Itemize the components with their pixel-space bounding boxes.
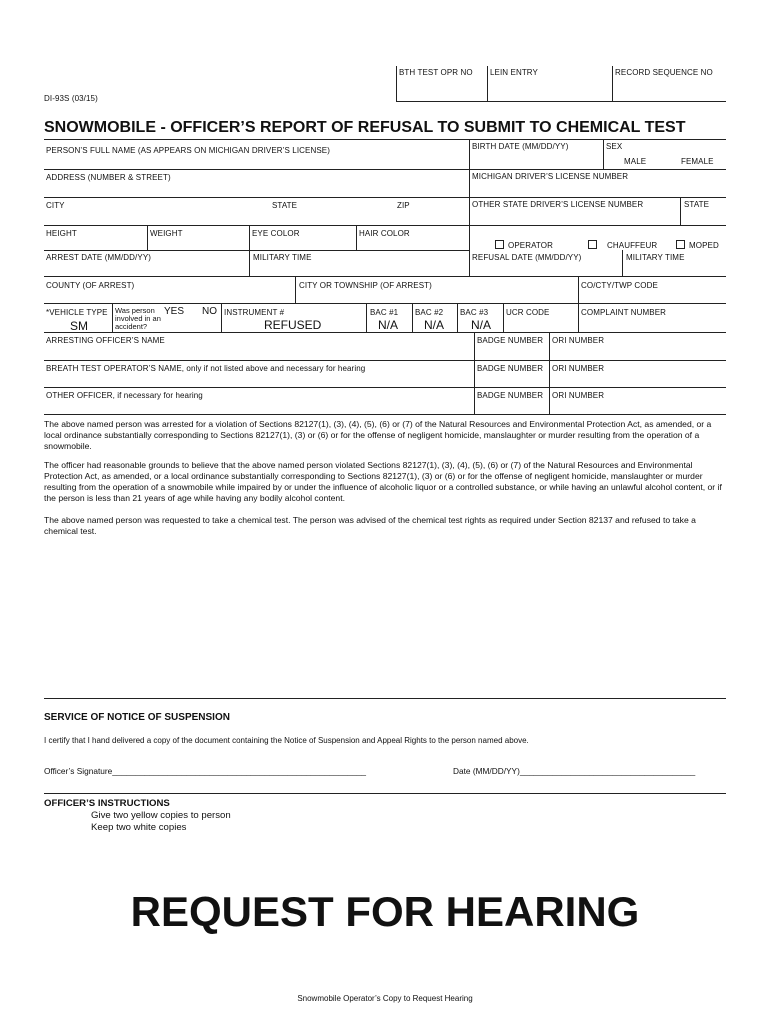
refusal-date-label: REFUSAL DATE (MM/DD/YY) — [472, 253, 582, 262]
badge-number-1-label: BADGE NUMBER — [477, 336, 544, 345]
badge-number-2-label: BADGE NUMBER — [477, 364, 544, 373]
co-cty-twp-label: CO/CTY/TWP CODE — [581, 281, 658, 290]
record-sequence-no-label: RECORD SEQUENCE NO — [615, 68, 713, 77]
weight-label: WEIGHT — [150, 229, 183, 238]
paragraph-refusal: The above named person was requested to take a chemical test. The person was advised of the chemical test rights as required under Section 82137 and refused to take a chemical test. — [44, 515, 696, 536]
address-label: ADDRESS (NUMBER & STREET) — [46, 173, 171, 182]
arrest-date-label: ARREST DATE (MM/DD/YY) — [46, 253, 152, 262]
badge-number-3-label: BADGE NUMBER — [477, 391, 544, 400]
moped-checkbox[interactable] — [676, 240, 685, 249]
form-id: DI-93S (03/15) — [44, 94, 98, 103]
male-label: MALE — [624, 157, 647, 166]
section-divider — [44, 793, 726, 794]
instruction-line-2: Keep two white copies — [91, 822, 187, 833]
military-time-1-label: MILITARY TIME — [253, 253, 312, 262]
mi-license-label: MICHIGAN DRIVER’S LICENSE NUMBER — [472, 172, 629, 181]
city-township-label: CITY OR TOWNSHIP (OF ARREST) — [299, 281, 432, 290]
operator-checkbox[interactable] — [495, 240, 504, 249]
other-officer-label: OTHER OFFICER, if necessary for hearing — [46, 391, 203, 400]
vehicle-type-label: *VEHICLE TYPE — [46, 308, 108, 317]
bac3-value: N/A — [471, 318, 492, 332]
arresting-officer-label: ARRESTING OFFICER’S NAME — [46, 336, 165, 345]
instrument-label: INSTRUMENT # — [224, 308, 285, 317]
signature-date-line[interactable]: Date (MM/DD/YY)______________________________________ — [453, 766, 696, 776]
ori-number-3-label: ORI NUMBER — [552, 391, 605, 400]
bth-test-opr-no-label: BTH TEST OPR NO — [399, 68, 473, 77]
page-title: SNOWMOBILE - OFFICER’S REPORT OF REFUSAL TO SUBMIT TO CHEMICAL TEST — [44, 119, 686, 136]
certify-text: I certify that I hand delivered a copy of the document containing the Notice of Suspension and Appeal Rights to the person named above. — [44, 736, 529, 745]
zip-label: ZIP — [397, 201, 410, 210]
footer-text: Snowmobile Operator’s Copy to Request Hearing — [297, 994, 473, 1003]
chauffeur-checkbox[interactable] — [588, 240, 597, 249]
paragraph-reasonable-grounds: The officer had reasonable grounds to believe that the above named person violated Sections 82127(1), (3), (4), (5), (6) or (7) of the Natural Resources and Environmental Protection Act, as amended, or a local ordinance substantially corresponding to Sections 82127(1), (3) or (6) or for the offense of negligent homicide, manslaughter or murder resulting from the operation of a snowmobile while impaired by or under the influence of alcoholic liquor or a controlled substance, or while having an unlawful alcohol content, or if the person is less than 21 years of age while having any bodily alcohol content. — [44, 460, 722, 503]
female-label: FEMALE — [681, 157, 714, 166]
bac2-value: N/A — [424, 318, 445, 332]
lein-entry-label: LEIN ENTRY — [490, 68, 538, 77]
no-option[interactable]: NO — [202, 306, 217, 317]
bac1-label: BAC #1 — [370, 308, 399, 317]
request-for-hearing-heading: REQUEST FOR HEARING — [130, 888, 640, 935]
service-heading: SERVICE OF NOTICE OF SUSPENSION — [44, 712, 230, 723]
ori-number-2-label: ORI NUMBER — [552, 364, 605, 373]
complaint-number-label: COMPLAINT NUMBER — [581, 308, 667, 317]
officer-signature-line[interactable]: Officer’s Signature_______________________________________________________ — [44, 766, 367, 776]
height-label: HEIGHT — [46, 229, 77, 238]
city-label: CITY — [46, 201, 65, 210]
bac1-value: N/A — [378, 318, 399, 332]
military-time-2-label: MILITARY TIME — [626, 253, 685, 262]
breath-operator-label: BREATH TEST OPERATOR’S NAME, only if not listed above and necessary for hearing — [46, 364, 366, 373]
paragraph-arrest: The above named person was arrested for a violation of Sections 82127(1), (3), (4), (5), (6) or (7) of the Natural Resources and Environmental Protection Act, as amended, or a local ordinance substantially corresponding to Sections 82127(1), (3) or (6) or for the offense of negligent homicide, manslaughter or murder resulting from the operation of a snowmobile. — [44, 419, 712, 451]
eye-color-label: EYE COLOR — [252, 229, 300, 238]
bac2-label: BAC #2 — [415, 308, 444, 317]
bac3-label: BAC #3 — [460, 308, 489, 317]
ucr-code-label: UCR CODE — [506, 308, 550, 317]
moped-option[interactable]: MOPED — [676, 240, 719, 250]
full-name-label: PERSON’S FULL NAME (AS APPEARS ON MICHIGAN DRIVER’S LICENSE) — [46, 146, 330, 155]
state-label: STATE — [272, 201, 298, 210]
vehicle-type-value: SM — [70, 319, 88, 333]
instrument-value: REFUSED — [264, 318, 322, 332]
county-label: COUNTY (OF ARREST) — [46, 281, 135, 290]
chauffeur-option[interactable]: CHAUFFEUR — [588, 240, 657, 250]
involved-accident-label: Was person involved in an accident? — [115, 306, 161, 331]
yes-option[interactable]: YES — [164, 306, 185, 317]
other-state-label: STATE — [684, 200, 710, 209]
instructions-heading: OFFICER’S INSTRUCTIONS — [44, 798, 170, 809]
ori-number-1-label: ORI NUMBER — [552, 336, 605, 345]
instruction-line-1: Give two yellow copies to person — [91, 810, 231, 821]
hair-color-label: HAIR COLOR — [359, 229, 410, 238]
operator-option[interactable]: OPERATOR — [495, 240, 553, 250]
sex-label: SEX — [606, 142, 623, 151]
birth-date-label: BIRTH DATE (MM/DD/YY) — [472, 142, 569, 151]
section-divider — [44, 698, 726, 699]
other-license-label: OTHER STATE DRIVER’S LICENSE NUMBER — [472, 200, 644, 209]
